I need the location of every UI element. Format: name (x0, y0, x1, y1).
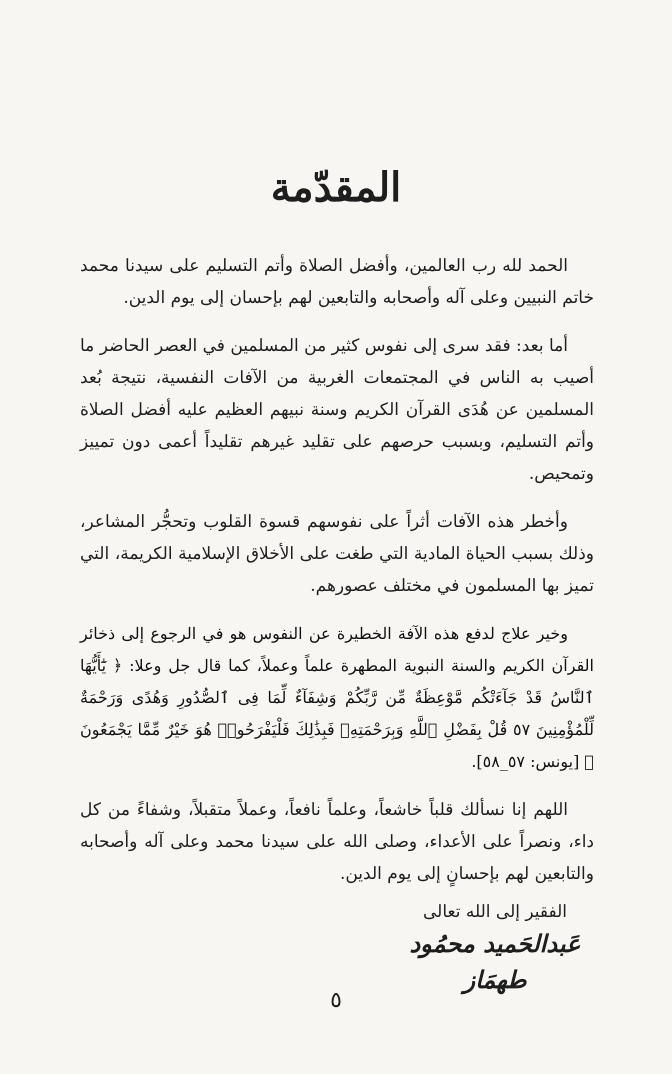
paragraph-dangers: وأخطر هذه الآفات أثراً على نفوسهم قسوة القلوب وتحجُّر المشاعر، وذلك بسبب الحياة المادية التي طغت على الأخلاق الإسلامية الكريمة، التي تميز بها المسلمون في مختلف عصورهم. (80, 512, 594, 596)
page-body (80, 250, 594, 906)
page-number: ٥ (330, 988, 342, 1013)
signature-block (380, 898, 610, 998)
signature-caption: الفقير إلى الله تعالى (422, 902, 567, 922)
paragraph-supplication: اللهم إنا نسألك قلباً خاشعاً، وعلماً نافعاً، وعملاً متقبلاً، وشفاءً من كل داء، ونصراً على الأعداء، وصلى الله على سيدنا محمد وعلى آله وأصحابه والتابعين لهم بإحسانٍ إلى يوم الدين. (80, 800, 594, 884)
paragraph-praise: الحمد لله رب العالمين، وأفضل الصلاة وأتم التسليم على سيدنا محمد خاتم النبيين وعلى آله وأصحابه والتابعين لهم بإحسان إلى يوم الدين. (80, 256, 594, 308)
paragraph-introduction: أما بعد: فقد سرى إلى نفوس كثير من المسلمين في العصر الحاضر ما أصيب به الناس في المجتمعات الغربية من الآفات النفسية، نتيجة بُعد المسلمين عن هُدَى القرآن الكريم وسنة نبيهم العظيم عليه أفضل الصلاة وأتم التسليم، وبسبب حرصهم على تقليد غيرهم تقليداً أعمى دون تمييز وتمحيص. (80, 336, 594, 484)
author-signature: عَبدالحَميد محمُود طهمَاز (409, 929, 581, 994)
paragraph-remedy-verse: وخير علاج لدفع هذه الآفة الخطيرة عن النفوس هو في الرجوع إلى ذخائر القرآن الكريم والسنة النبوية المطهرة علماً وعملاً، كما قال جل وعلا: ﴿ يَٰٓأَيُّهَا ٱلنَّاسُ قَدْ جَآءَتْكُم مَّوْعِظَةٌ مِّن رَّبِّكُمْ وَشِفَآءٌ لِّمَا فِى ٱلصُّدُورِ وَهُدًى وَرَحْمَةٌ لِّلْمُؤْمِنِينَ ٥٧ قُلْ بِفَضْلِ ٱللَّهِ وَبِرَحْمَتِهِۦ فَبِذَٰلِكَ فَلْيَفْرَحُوا۟ هُوَ خَيْرٌ مِّمَّا يَجْمَعُونَ ﴾ [يونس: ٥٧_٥٨]. (80, 624, 594, 771)
page-title: المقدّمة (270, 164, 402, 211)
